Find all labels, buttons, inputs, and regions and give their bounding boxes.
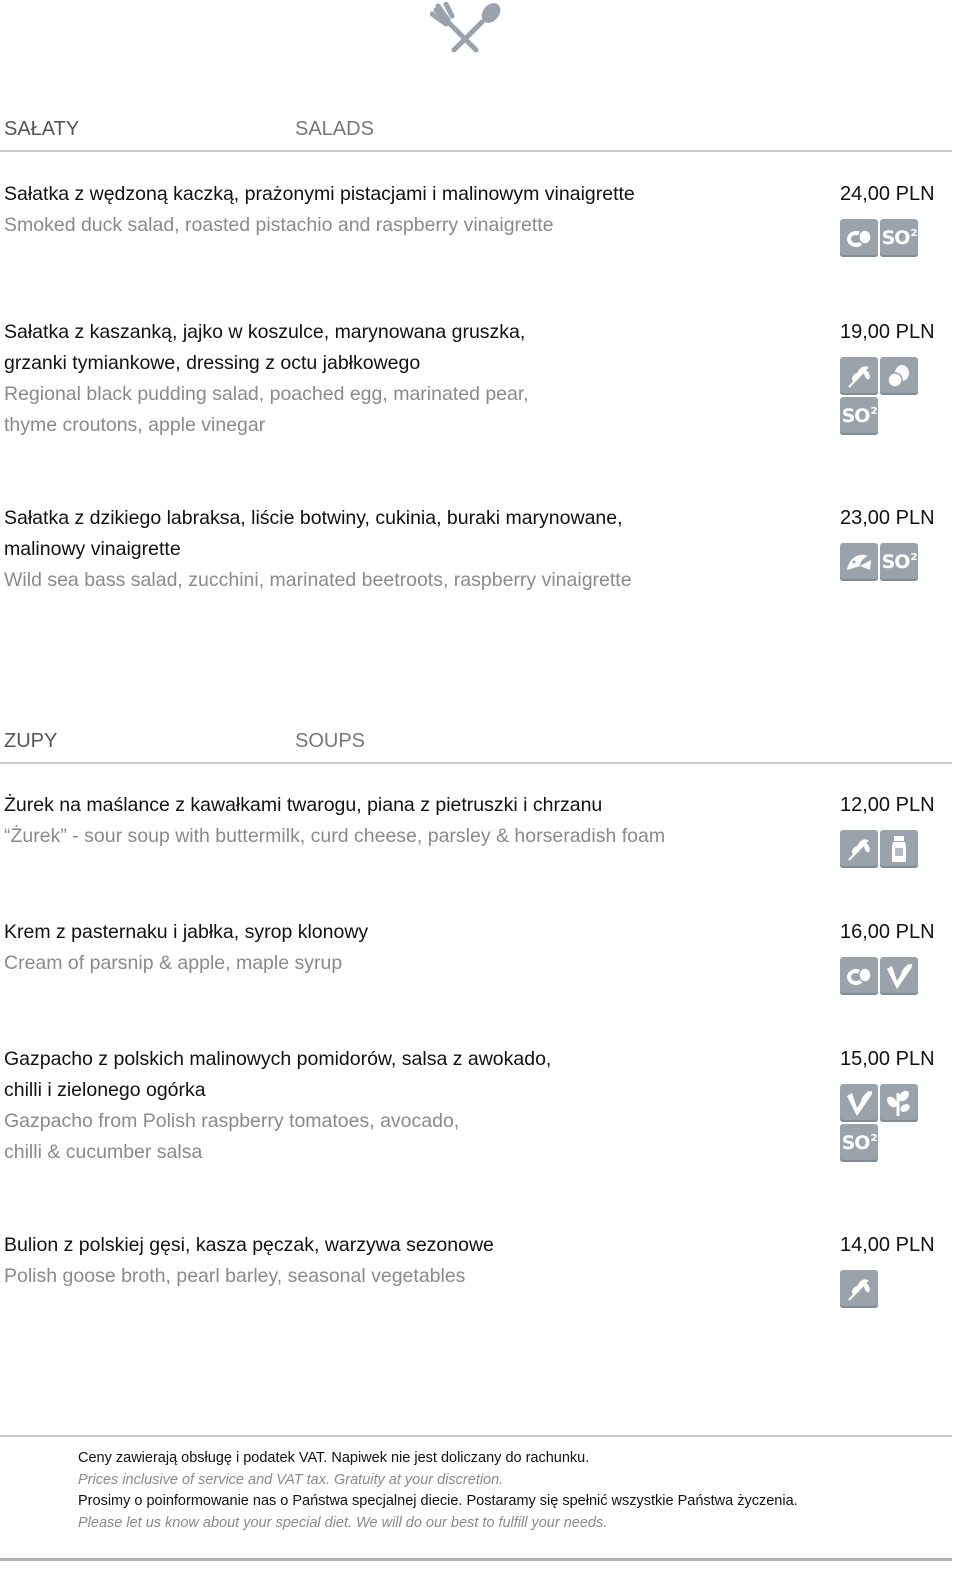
dish-name-pl: Bulion z polskiej gęsi, kasza pęczak, warzywa sezonowe: [4, 1234, 494, 1256]
sulphites-icon: $SO^2$: [840, 397, 878, 435]
footer-note: Ceny zawierają obsługę i podatek VAT. Napiwek nie jest doliczany do rachunku.: [78, 1450, 590, 1466]
section-title-pl: ZUPY: [4, 730, 58, 752]
nuts-icon: [840, 219, 878, 257]
celery-icon: [880, 1084, 918, 1122]
section-header-soups: [0, 722, 952, 764]
egg-icon: [880, 357, 918, 395]
dish-name-pl: malinowy vinaigrette: [4, 538, 181, 560]
dish-name-en: Polish goose broth, pearl barley, seasonal vegetables: [4, 1265, 466, 1287]
allergen-icons: [840, 357, 930, 435]
price: 12,00 PLN: [840, 794, 935, 816]
vegan-icon: [880, 957, 918, 995]
gluten-icon: [840, 830, 878, 868]
allergen-icons: [840, 830, 930, 868]
gluten-icon: [840, 1270, 878, 1308]
sulphites-icon: $SO^2$: [840, 1124, 878, 1162]
dish-name-en: chilli & cucumber salsa: [4, 1141, 203, 1163]
dish-name-pl: Sałatka z dzikiego labraksa, liście botwiny, cukinia, buraki marynowane,: [4, 507, 623, 529]
allergen-icons: [840, 543, 930, 581]
price: 14,00 PLN: [840, 1234, 935, 1256]
allergen-icons: [840, 1270, 930, 1308]
price: 23,00 PLN: [840, 507, 935, 529]
footer-notes: [78, 1448, 938, 1534]
dish-name-pl: Sałatka z kaszanką, jajko w koszulce, marynowana gruszka,: [4, 321, 526, 343]
footer-note: Please let us know about your special diet. We will do our best to fulfill your needs.: [78, 1514, 608, 1531]
menu-item: [4, 317, 952, 441]
dish-name-pl: Sałatka z wędzoną kaczką, prażonymi pistacjami i malinowym vinaigrette: [4, 183, 635, 205]
dish-name-en: Wild sea bass salad, zucchini, marinated beetroots, raspberry vinaigrette: [4, 569, 632, 591]
gluten-icon: [840, 357, 878, 395]
price: 19,00 PLN: [840, 321, 935, 343]
section-title-pl: SAŁATY: [4, 118, 80, 140]
allergen-icons: [840, 219, 930, 257]
menu-item: [4, 790, 952, 852]
menu-item: [4, 503, 952, 596]
price: 16,00 PLN: [840, 921, 935, 943]
nuts-icon: [840, 957, 878, 995]
sulphites-icon: $SO^2$: [880, 219, 918, 257]
allergen-icons: [840, 1084, 930, 1162]
milk-icon: [880, 830, 918, 868]
dish-name-en: Gazpacho from Polish raspberry tomatoes, avocado,: [4, 1110, 460, 1132]
dish-name-en: Cream of parsnip & apple, maple syrup: [4, 952, 343, 974]
footer-divider-top: [0, 1435, 952, 1437]
section-title-en: SALADS: [295, 118, 374, 140]
dish-name-en: “Żurek” - sour soup with buttermilk, curd cheese, parsley & horseradish foam: [4, 825, 666, 847]
dish-name-en: thyme croutons, apple vinegar: [4, 414, 266, 436]
menu-item: [4, 1230, 952, 1292]
price: 15,00 PLN: [840, 1048, 935, 1070]
menu-item: [4, 917, 952, 979]
dish-name-pl: chilli i zielonego ogórka: [4, 1079, 206, 1101]
dish-name-en: Regional black pudding salad, poached egg, marinated pear,: [4, 383, 529, 405]
dish-name-pl: grzanki tymiankowe, dressing z octu jabłkowego: [4, 352, 421, 374]
vegan-icon: [840, 1084, 878, 1122]
section-header-salads: [0, 110, 952, 152]
footer-divider-bottom: [0, 1558, 952, 1561]
dish-name-pl: Krem z pasternaku i jabłka, syrop klonowy: [4, 921, 369, 943]
footer-note: Prosimy o poinformowanie nas o Państwa specjalnej diecie. Postaramy się spełnić wszystkie Państwa życzenia.: [78, 1493, 798, 1509]
footer-note: Prices inclusive of service and VAT tax. Gratuity at your discretion.: [78, 1471, 504, 1488]
dish-name-en: Smoked duck salad, roasted pistachio and raspberry vinaigrette: [4, 214, 554, 236]
menu-item: [4, 1044, 952, 1168]
menu-item: [4, 179, 952, 249]
fish-icon: [840, 543, 878, 581]
section-title-en: SOUPS: [295, 730, 366, 752]
dish-name-pl: Gazpacho z polskich malinowych pomidorów, salsa z awokado,: [4, 1048, 552, 1070]
dish-name-pl: Żurek na maślance z kawałkami twarogu, piana z pietruszki i chrzanu: [4, 794, 603, 816]
price: 24,00 PLN: [840, 183, 935, 205]
cutlery-logo-icon: [430, 2, 502, 54]
sulphites-icon: $SO^2$: [880, 543, 918, 581]
allergen-icons: [840, 957, 930, 995]
